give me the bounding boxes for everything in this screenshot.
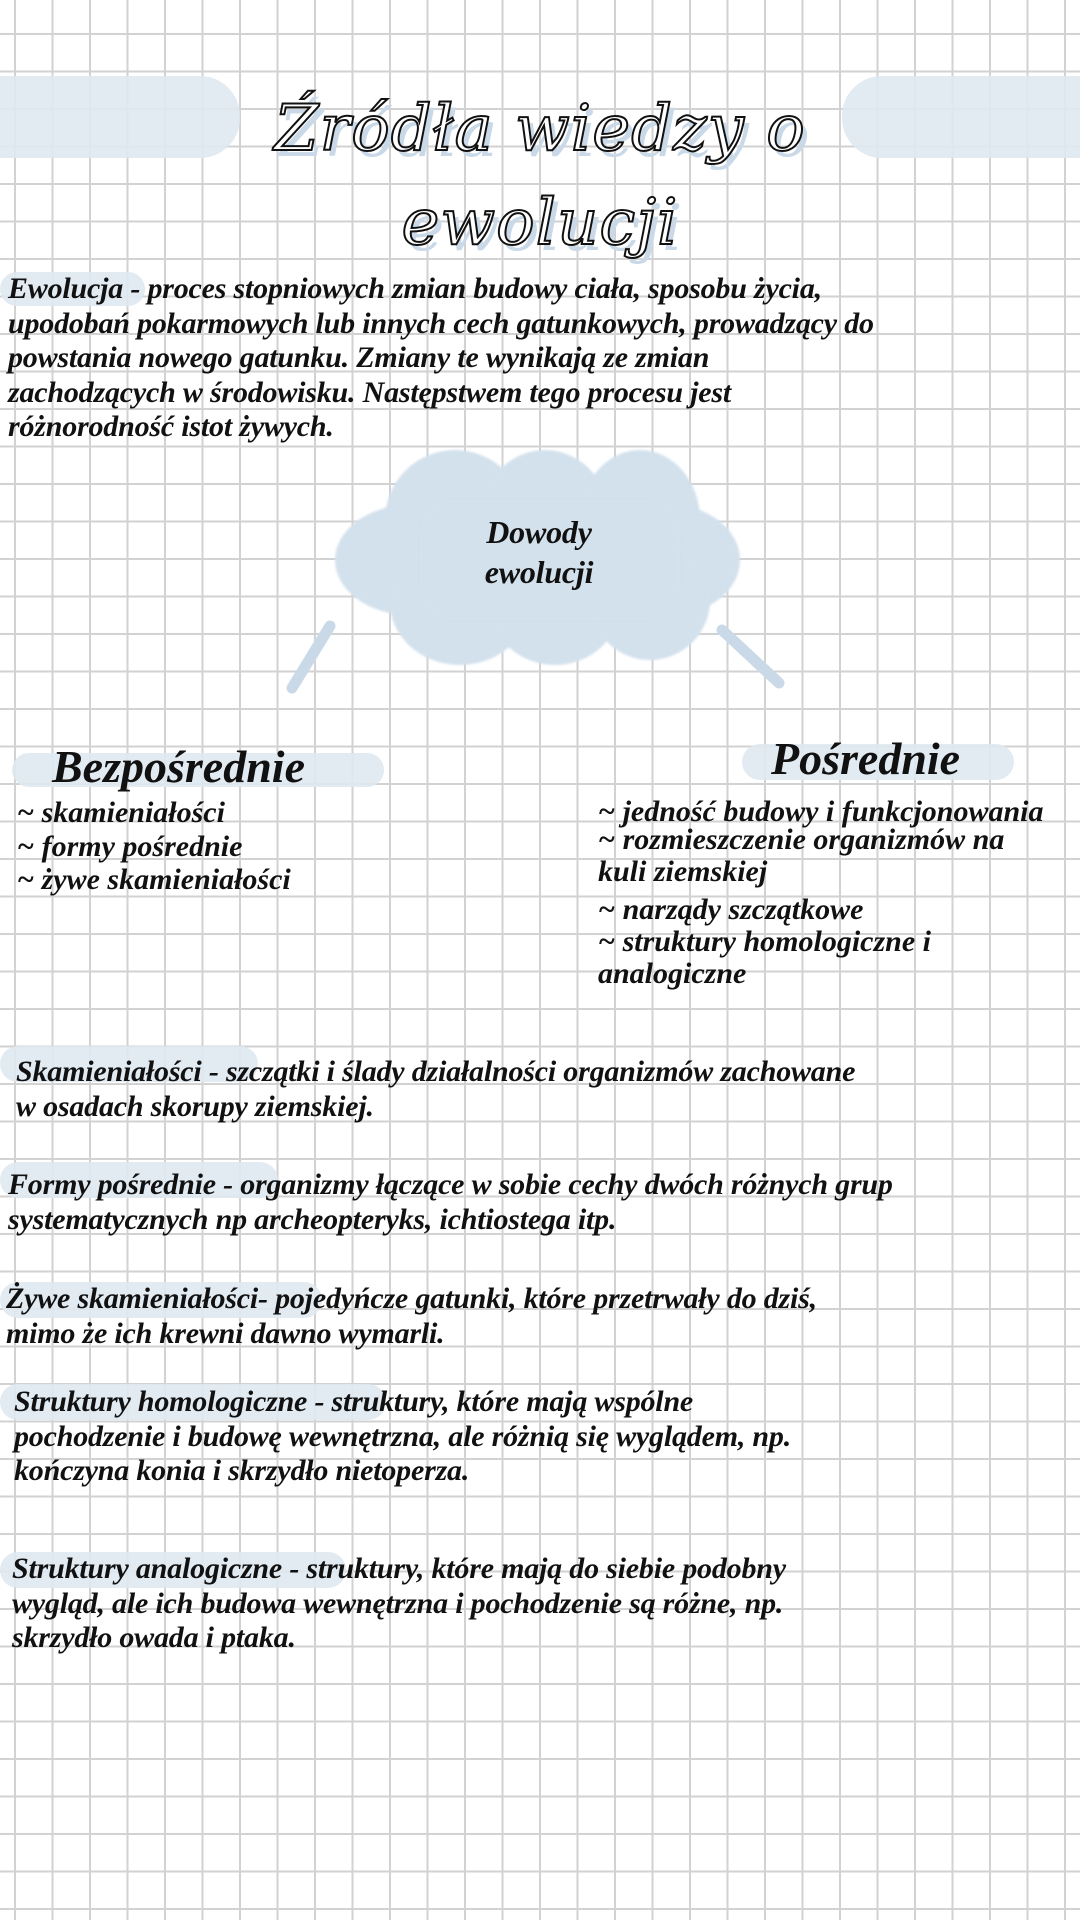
connector-lines bbox=[0, 0, 1080, 800]
page-title-line2: ewolucji bbox=[401, 186, 679, 260]
indirect-evidence-heading: Pośrednie bbox=[771, 733, 961, 784]
page-title-line1: Źródła wiedzy o bbox=[274, 92, 806, 166]
list-item: ~ jedność budowy i funkcjonowania bbox=[598, 795, 1044, 828]
connector-left bbox=[292, 626, 330, 688]
definition-homologous: Struktury homologiczne - struktury, które mają wspólne pochodzenie i budowę wewnętrzna, ale różnią się wyglądem, np. kończyna konia i skrzydło nietoperza. bbox=[14, 1385, 792, 1487]
list-item: ~ struktury homologiczne i bbox=[598, 925, 931, 958]
list-item: ~ rozmieszczenie organizmów na bbox=[598, 823, 1005, 856]
cloud-label: Dowody ewolucji bbox=[484, 514, 594, 590]
list-item: kuli ziemskiej bbox=[598, 855, 768, 888]
definition-living-fossils: Żywe skamieniałości- pojedyńcze gatunki, które przetrwały do dziś, mimo że ich krewni dawno wymarli. bbox=[6, 1282, 817, 1350]
definition-fossils: Skamieniałości - szczątki i ślady działalności organizmów zachowane w osadach skorupy ziemskiej. bbox=[16, 1055, 856, 1123]
list-item: analogiczne bbox=[598, 957, 747, 990]
definition-analogous: Struktury analogiczne - struktury, które mają do siebie podobny wygląd, ale ich budowa wewnętrzna i pochodzenie są różne, np. skrzydło owada i ptaka. bbox=[12, 1552, 786, 1654]
list-item: ~ formy pośrednie bbox=[17, 829, 243, 863]
direct-list bbox=[17, 796, 291, 897]
list-item: ~ narządy szczątkowe bbox=[598, 893, 864, 926]
indirect-list bbox=[598, 796, 1044, 990]
definition-transitional-forms: Formy pośrednie - organizmy łączące w sobie cechy dwóch różnych grup systematycznych np archeopteryks, ichtiostega itp. bbox=[8, 1168, 893, 1236]
list-item: ~ żywe skamieniałości bbox=[17, 863, 291, 896]
connector-right bbox=[722, 630, 779, 683]
intro-definition: Ewolucja - proces stopniowych zmian budowy ciała, sposobu życia, upodobań pokarmowych lub innych cech gatunkowych, prowadzący do powstania nowego gatunku. Zmiany te wynikają ze zmian zachodzących w środowisku. Następstwem tego procesu jest różnorodność istot żywych. bbox=[8, 272, 874, 443]
direct-evidence-heading: Bezpośrednie bbox=[52, 741, 305, 792]
list-item: ~ skamieniałości bbox=[17, 796, 225, 829]
